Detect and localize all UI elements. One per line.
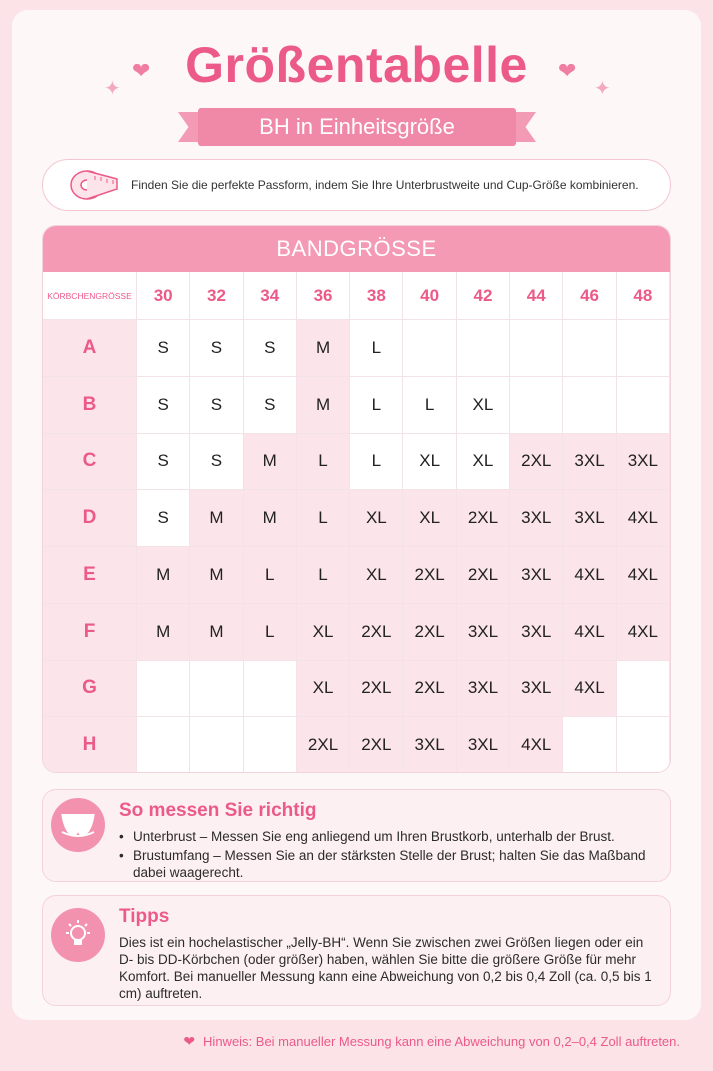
size-cell: XL (350, 490, 403, 547)
size-cell: 2XL (350, 717, 403, 773)
band-size-44: 44 (510, 272, 563, 320)
size-cell: 3XL (510, 661, 563, 718)
size-grid (43, 272, 670, 773)
cup-label-F: F (43, 604, 137, 661)
size-cell: S (244, 377, 297, 434)
band-size-42: 42 (457, 272, 510, 320)
sparkle-icon-right: ✦ (594, 78, 611, 100)
size-cell (563, 320, 616, 377)
size-cell: S (190, 434, 243, 491)
cup-label-B: B (43, 377, 137, 434)
size-cell: XL (457, 377, 510, 434)
size-cell: S (137, 434, 190, 491)
subtitle: BH in Einheitsgröße (198, 108, 516, 146)
size-cell: 3XL (510, 547, 563, 604)
size-cell: 2XL (403, 547, 456, 604)
size-cell: L (403, 377, 456, 434)
footer-note (0, 1033, 680, 1050)
band-size-header: BANDGRÖSSE (43, 226, 670, 272)
size-cell (190, 717, 243, 773)
tips-title: Tipps (119, 906, 170, 927)
band-size-46: 46 (563, 272, 616, 320)
intro-text: Finden Sie die perfekte Passform, indem Sie Ihre Unterbrustweite und Cup-Größe kombinieren. (131, 178, 639, 192)
size-cell: 2XL (350, 661, 403, 718)
size-cell (617, 377, 670, 434)
size-cell: 3XL (510, 604, 563, 661)
size-table (42, 225, 671, 773)
size-cell: XL (297, 661, 350, 718)
size-cell: M (190, 547, 243, 604)
size-cell (137, 661, 190, 718)
page-title: Größentabelle (185, 37, 528, 93)
cup-label-E: E (43, 547, 137, 604)
cup-size-label: KÖRBCHENGRÖSSE (43, 272, 137, 320)
size-cell: M (190, 604, 243, 661)
size-cell: M (244, 434, 297, 491)
band-size-48: 48 (617, 272, 670, 320)
cup-label-A: A (43, 320, 137, 377)
size-cell: XL (297, 604, 350, 661)
size-cell: 2XL (457, 547, 510, 604)
size-cell: 3XL (457, 604, 510, 661)
measure-title: So messen Sie richtig (119, 800, 317, 821)
size-cell: M (137, 547, 190, 604)
size-cell (563, 717, 616, 773)
bra-icon (51, 798, 105, 852)
size-cell: XL (350, 547, 403, 604)
lightbulb-icon (51, 908, 105, 962)
size-cell: 4XL (510, 717, 563, 773)
cup-label-H: H (43, 717, 137, 773)
size-cell: 2XL (457, 490, 510, 547)
size-cell: L (297, 547, 350, 604)
tips-box (42, 895, 671, 1006)
size-cell (457, 320, 510, 377)
size-cell: L (350, 434, 403, 491)
size-cell (510, 377, 563, 434)
size-cell (617, 661, 670, 718)
band-size-40: 40 (403, 272, 456, 320)
heart-icon-left: ❤ (132, 58, 151, 83)
size-cell: L (297, 434, 350, 491)
size-cell (617, 717, 670, 773)
size-cell: S (137, 490, 190, 547)
size-cell: L (244, 547, 297, 604)
measure-list (119, 828, 659, 883)
size-cell: S (137, 320, 190, 377)
subtitle-ribbon (178, 108, 536, 146)
size-cell: S (190, 320, 243, 377)
size-cell (403, 320, 456, 377)
size-cell (137, 717, 190, 773)
band-size-38: 38 (350, 272, 403, 320)
cup-label-D: D (43, 490, 137, 547)
size-cell (563, 377, 616, 434)
size-cell: 3XL (510, 490, 563, 547)
size-cell: L (350, 320, 403, 377)
size-cell: S (190, 377, 243, 434)
size-cell: 4XL (563, 604, 616, 661)
size-cell: 4XL (563, 661, 616, 718)
size-cell: XL (457, 434, 510, 491)
size-cell: 2XL (297, 717, 350, 773)
size-cell: 3XL (457, 661, 510, 718)
size-cell: S (244, 320, 297, 377)
size-cell: 3XL (563, 490, 616, 547)
size-cell (510, 320, 563, 377)
size-cell: 3XL (563, 434, 616, 491)
size-cell: 2XL (350, 604, 403, 661)
band-size-34: 34 (244, 272, 297, 320)
size-cell: XL (403, 490, 456, 547)
size-cell: 4XL (617, 547, 670, 604)
size-cell (190, 661, 243, 718)
measuring-tape-icon (69, 167, 121, 203)
tips-text: Dies ist ein hochelastischer „Jelly-BH“. Wenn Sie zwischen zwei Größen liegen oder ein D- bis DD-Körbchen (oder größer) haben, wählen Sie bitte die größere Größe für mehr Komfort. Bei manueller Messung kann eine Abweichung von 0,2 bis 0,4 Zoll (ca. 0,5 bis 1 cm) auftreten. (119, 935, 652, 1001)
size-cell: L (297, 490, 350, 547)
footer-note-text: Hinweis: Bei manueller Messung kann eine Abweichung von 0,2–0,4 Zoll auftreten. (203, 1034, 680, 1049)
size-cell: 4XL (617, 604, 670, 661)
size-cell: 3XL (403, 717, 456, 773)
band-size-30: 30 (137, 272, 190, 320)
size-cell: 4XL (617, 490, 670, 547)
cup-label-C: C (43, 434, 137, 491)
size-cell (244, 717, 297, 773)
size-cell: L (350, 377, 403, 434)
band-size-32: 32 (190, 272, 243, 320)
size-cell: 3XL (457, 717, 510, 773)
band-size-36: 36 (297, 272, 350, 320)
size-cell: S (137, 377, 190, 434)
measure-box (42, 789, 671, 882)
size-cell: L (244, 604, 297, 661)
size-cell: M (137, 604, 190, 661)
size-cell: M (244, 490, 297, 547)
list-item: • Unterbrust – Messen Sie eng anliegend um Ihren Brustkorb, unterhalb der Brust. (119, 828, 659, 845)
size-cell: 2XL (403, 604, 456, 661)
size-cell: M (297, 377, 350, 434)
size-cell (244, 661, 297, 718)
heart-icon: ❤ (183, 1033, 196, 1049)
size-cell (617, 320, 670, 377)
size-cell: 3XL (617, 434, 670, 491)
size-cell: 2XL (403, 661, 456, 718)
sparkle-icon-left: ✦ (104, 78, 121, 100)
size-cell: M (297, 320, 350, 377)
heart-icon-right: ❤ (558, 58, 577, 83)
cup-label-G: G (43, 661, 137, 718)
list-item: • Brustumfang – Messen Sie an der stärksten Stelle der Brust; halten Sie das Maßband dabei waagerecht. (119, 847, 659, 881)
size-cell: XL (403, 434, 456, 491)
size-cell: 2XL (510, 434, 563, 491)
size-cell: M (190, 490, 243, 547)
intro-banner (42, 159, 671, 211)
size-cell: 4XL (563, 547, 616, 604)
